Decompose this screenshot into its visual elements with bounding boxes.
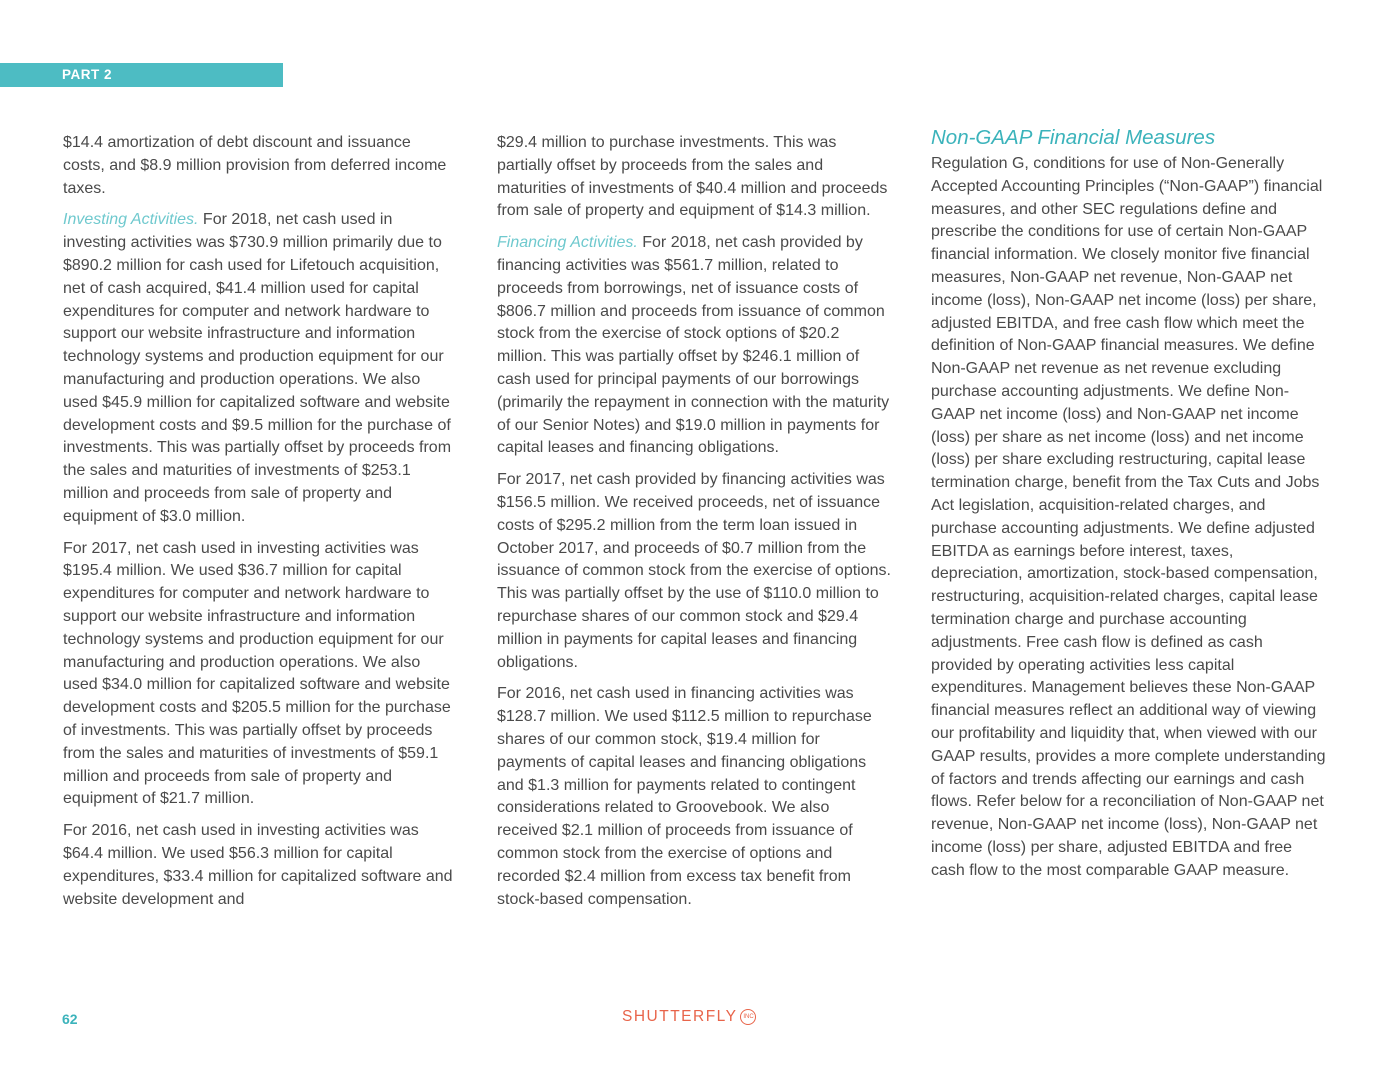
paragraph-text: For 2018, net cash provided by financing activities was $561.7 million, related to proceeds from borrowings, net of issuance costs of $806.7 million and proceeds from issuance of common stock from the exercise of stock options of $20.2 million. This was partially offset by $246.1 million of cash used for principal payments of our borrowings (primarily the repayment in connection with the maturity of our Senior Notes) and $19.0 million in payments for capital leases and financing obligations. bbox=[497, 234, 890, 457]
paragraph-financing bbox=[497, 232, 891, 460]
shutterfly-logo bbox=[622, 1008, 756, 1026]
paragraph: For 2016, net cash used in financing activities was $128.7 million. We used $112.5 million to repurchase shares of our common stock, $19.4 million for payments of capital leases and financing obligations and $1.3 million for payments related to contingent considerations related to Groovebook. We also received $2.1 million of proceeds from issuance of common stock from the exercise of options and recorded $2.4 million from excess tax benefit from stock-based compensation. bbox=[497, 685, 872, 908]
column-3 bbox=[931, 125, 1327, 892]
logo-text: SHUTTERFLY bbox=[622, 1008, 738, 1025]
paragraph: For 2016, net cash used in investing activities was $64.4 million. We used $56.3 million for capital expenditures, $33.4 million for capitalized software and website development and bbox=[63, 822, 453, 908]
section-heading: Non-GAAP Financial Measures bbox=[931, 126, 1216, 149]
part-banner bbox=[0, 63, 283, 87]
paragraph: Regulation G, conditions for use of Non-Generally Accepted Accounting Principles (“Non-GAAP”) financial measures, and other SEC regulations define and prescribe the conditions for use of certain Non-GAAP financial information. We closely monitor five financial measures, Non-GAAP net revenue, Non-GAAP net income (loss), Non-GAAP net income (loss) per share, adjusted EBITDA, and free cash flow which meet the definition of Non-GAAP financial measures. We define Non-GAAP net revenue as net revenue excluding purchase accounting adjustments. We define Non-GAAP net income (loss) and Non-GAAP net income (loss) per share as net income (loss) and net income (loss) per share excluding restructuring, capital lease termination charge, benefit from the Tax Cuts and Jobs Act legislation, acquisition-related charges, and purchase accounting adjustments. We define adjusted EBITDA as earnings before interest, taxes, depreciation, amortization, stock-based compensation, restructuring, acquisition-related charges, capital lease termination charge and purchase accounting adjustments. Free cash flow is defined as cash provided by operating activities less capital expenditures. Management believes these Non-GAAP financial measures reflect an additional way of viewing our profitability and liquidity that, when viewed with our GAAP results, provides a more complete understanding of factors and trends affecting our earnings and cash flows. Refer below for a reconciliation of Non-GAAP net revenue, Non-GAAP net income (loss), Non-GAAP net income (loss) per share, adjusted EBITDA and free cash flow to the most comparable GAAP measure. bbox=[931, 155, 1326, 879]
column-2 bbox=[497, 132, 891, 920]
paragraph: For 2017, net cash used in investing activities was $195.4 million. We used $36.7 million for capital expenditures for computer and network hardware to support our website infrastructure and information technology systems and production equipment for our manufacturing and production operations. We also used $34.0 million for capitalized software and website development costs and $205.5 million for the purchase of investments. This was partially offset by proceeds from the sales and maturities of investments of $59.1 million and proceeds from sale of property and equipment of $21.7 million. bbox=[63, 539, 451, 808]
paragraph: $14.4 amortization of debt discount and issuance costs, and $8.9 million provision from deferred income taxes. bbox=[63, 134, 447, 197]
part-label: PART 2 bbox=[62, 67, 113, 82]
paragraph: $29.4 million to purchase investments. This was partially offset by proceeds from the sales and maturities of investments of $40.4 million and proceeds from sale of property and equipment of $14.3 million. bbox=[497, 134, 888, 220]
lead-financing-activities: Financing Activities. bbox=[497, 234, 638, 252]
page-number: 62 bbox=[62, 1011, 78, 1027]
column-1 bbox=[63, 132, 455, 920]
lead-investing-activities: Investing Activities. bbox=[63, 211, 199, 229]
paragraph-text: For 2018, net cash used in investing activities was $730.9 million primarily due to $890.2 million for cash used for Lifetouch acquisition, net of cash acquired, $41.4 million used for capital expenditures for computer and network hardware to support our website infrastructure and information technology systems and production equipment for our manufacturing and production operations. We also used $45.9 million for capitalized software and website development costs and $9.5 million for the purchase of investments. This was partially offset by proceeds from the sales and maturities of investments of $253.1 million and proceeds from sale of property and equipment of $3.0 million. bbox=[63, 211, 452, 525]
paragraph-investing bbox=[63, 209, 455, 528]
logo-inc-badge: INC bbox=[740, 1009, 756, 1025]
paragraph: For 2017, net cash provided by financing activities was $156.5 million. We received proceeds, net of issuance costs of $295.2 million from the term loan issued in October 2017, and proceeds of $0.7 million from the issuance of common stock from the exercise of options. This was partially offset by the use of $110.0 million to repurchase shares of our common stock and $29.4 million in payments for capital leases and financing obligations. bbox=[497, 471, 891, 671]
